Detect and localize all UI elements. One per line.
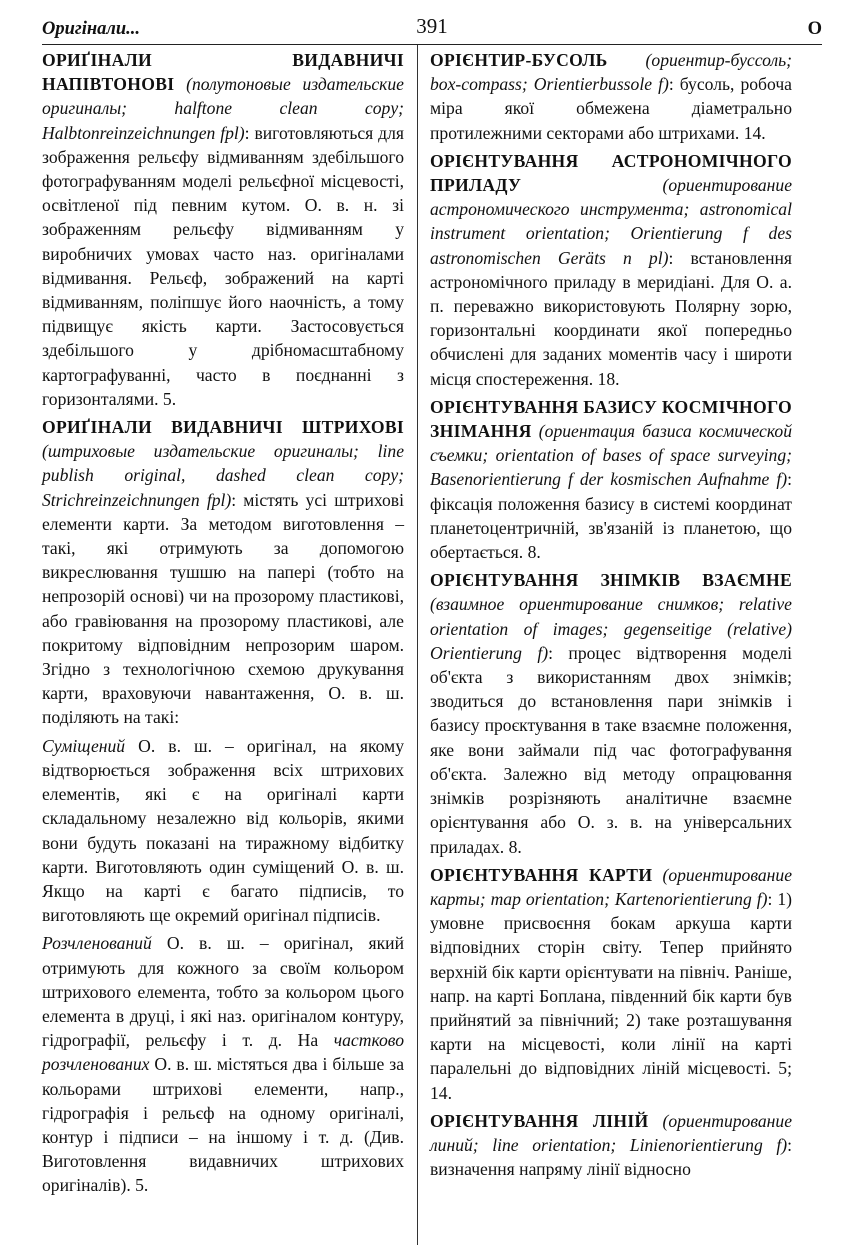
entry-body: : бусоль, робоча міра якої обмежена діаметрально протилежними секторами або штрихами. 14.: [430, 74, 792, 143]
entry-map-orientation: [430, 863, 792, 1105]
entry-body: : виготовляються для зображення рельєфу відмиванням здебільшого фотографуванням моделі рельєфної місцевості, освітленої під певним кутом. О. в. н. зі зображенням рельєфу відмиванням у виробничих умовах часто наз. оригіналами відмивання. Рельєф, зображений на карті відмиванням, поліпшує його наочність, а тому підвищує якість карти. Застосовується здебільшого у дрібномасштабному картографуванні, часто в поєднанні з горизонталями. 5.: [42, 122, 404, 409]
entry-equivalents: (ориентирование карты; map orientation; Kartenorientierung f): [430, 864, 792, 909]
entry-space-survey-base: [430, 395, 792, 564]
entry-body: : визначення напряму лінії відносно: [430, 1134, 792, 1180]
subentry-body-continued: О. в. ш. містяться два і більше за кольорами штрихові елементи, напр., гідрографія і рельєф на одному оригіналі, контур і підписи – на іншому і т. д. (Див. Виготовлення видавничих штрихових оригіналів). 5.: [42, 1054, 404, 1196]
entry-equivalents: (ориентир-буссоль; box-compass; Orientierbussole f): [430, 50, 792, 95]
subentry-separated: [42, 931, 404, 1197]
entry-body: : процес відтворення моделі об'єкта з використанням двох знімків; зводиться до встановлення пари знімків і базису проєктування в таке взаємне положення, яке вони займали під час фотографування об'єкта. Залежно від методу опрацювання знімків розрізняють аналітичне взаємне орієнтування або О. з. в. на універсальних приладах. 8.: [430, 642, 793, 857]
subentry-term: Розчленований: [42, 933, 152, 954]
subentry-term: Суміщений: [42, 735, 126, 756]
entry-headword: ОРИҐІНАЛИ ВИДАВНИЧІ ШТРИХОВІ: [42, 417, 404, 438]
entry-body: : 1) умовне присвоєння бокам аркуша карти відповідних сторін світу. Тепер прийнято верхній бік карти орієнтувати на північ. Раніше, напр. на карті Боплана, південний бік карти був прийнятий за північний; 2) таке розташування карти на місцевості, коли лінії на карті паралельні до відповідних ліній місцевості. 5; 14.: [430, 888, 792, 1103]
subentry-combined: [42, 734, 404, 928]
entry-equivalents: (штриховые издательские оригиналы; line publish original, dashed clean copy; Strichreinzeichnungen fpl): [42, 441, 404, 510]
subentry-term-partial: частково розчленованих: [42, 1030, 404, 1075]
entry-equivalents: (ориентирование астрономического инструмента; astronomical instrument orientation; Orientierung f des astronomischen Geräts n pl): [430, 175, 792, 268]
entry-equivalents: (ориентирование линий; line orientation; Linienorientierung f): [430, 1110, 792, 1155]
entry-body: : встановлення астрономічного приладу в меридіані. Для О. а. п. переважно використовують Полярну зорю, горизонтальні координати якої попередньо обчислені для заданих моментів часу і широти місця спостереження. 18.: [430, 247, 792, 389]
entry-headword: ОРИҐІНАЛИ ВИДАВНИЧІ НАПІВТОНОВІ: [42, 50, 404, 95]
entry-headword: ОРІЄНТУВАННЯ ЛІНІЙ: [430, 1110, 649, 1131]
entry-headword: ОРІЄНТУВАННЯ ЗНІМКІВ ВЗАЄМНЕ: [430, 570, 792, 591]
entry-headword: ОРІЄНТУВАННЯ КАРТИ: [430, 864, 653, 885]
subentry-body: О. в. ш. – оригінал, який отримують для кожного за своїм кольором штрихового елемента, тобто за кольором цього елемента в друці, і які наз. оригіналом контуру, гідрографії, рельєфу і т. д. На: [42, 933, 404, 1051]
entry-line-orientation: [430, 1109, 792, 1182]
page-number: 391: [416, 14, 448, 38]
column-divider: [417, 45, 418, 1245]
entry-halftone-originals: [42, 48, 404, 411]
running-head: [42, 14, 822, 45]
entry-relative-orientation: [430, 568, 792, 858]
entry-line-originals: [42, 415, 404, 730]
section-letter: О: [807, 19, 822, 39]
entry-headword: ОРІЄНТУВАННЯ АСТРОНОМІЧНОГО ПРИЛАДУ: [430, 150, 792, 196]
entry-equivalents: (ориентация базиса космической съемки; orientation of bases of space surveying; Basenorientierung f der kosmischen Aufnahme f): [430, 421, 793, 490]
entry-body: : містять усі штрихові елементи карти. За методом виготовлення – такі, які отримують за допомогою викреслювання тушшю на папері (тобто на непрозорій основі) чи на прозорому пластикові, або гравіювання на прозорому пластикові, але покритому відповідним непрозорим шаром. Згідно з технологічною схемою друкування карти, враховуючи навантаження, О. в. ш. поділяють на такі:: [42, 489, 404, 728]
entry-headword: ОРІЄНТУВАННЯ БАЗИСУ КОСМІЧНОГО ЗНІМАННЯ: [430, 396, 792, 442]
entry-astronomical-instrument: [430, 149, 792, 391]
right-column: [430, 48, 792, 1185]
entry-equivalents: (полутоновые издательские оригиналы; halftone clean copy; Halbtonreinzeichnungen fpl): [42, 74, 404, 143]
left-column: [42, 48, 404, 1202]
entry-box-compass: [430, 48, 792, 145]
entry-body: : фіксація положення базису в системі координат планетоцентричній, зв'язаній із планетою, що обертається. 8.: [430, 469, 792, 563]
entry-equivalents: (взаимное ориентирование снимков; relative orientation of images; gegenseitige (relative) Orientierung f): [430, 594, 792, 663]
entry-headword: ОРІЄНТИР-БУСОЛЬ: [430, 50, 608, 70]
section-title: Оригінали...: [42, 19, 141, 39]
subentry-body: О. в. ш. – оригінал, на якому відтворюється зображення всіх штрихових елементів, які є на оригіналі карти складальному незалежно від кольорів, якими вони будуть показані на тиражному відбитку карти. Виготовляють один суміщений О. в. ш. Якщо на карті є багато підписів, то виготовляють ще окремий оригінал підписів.: [42, 735, 404, 926]
